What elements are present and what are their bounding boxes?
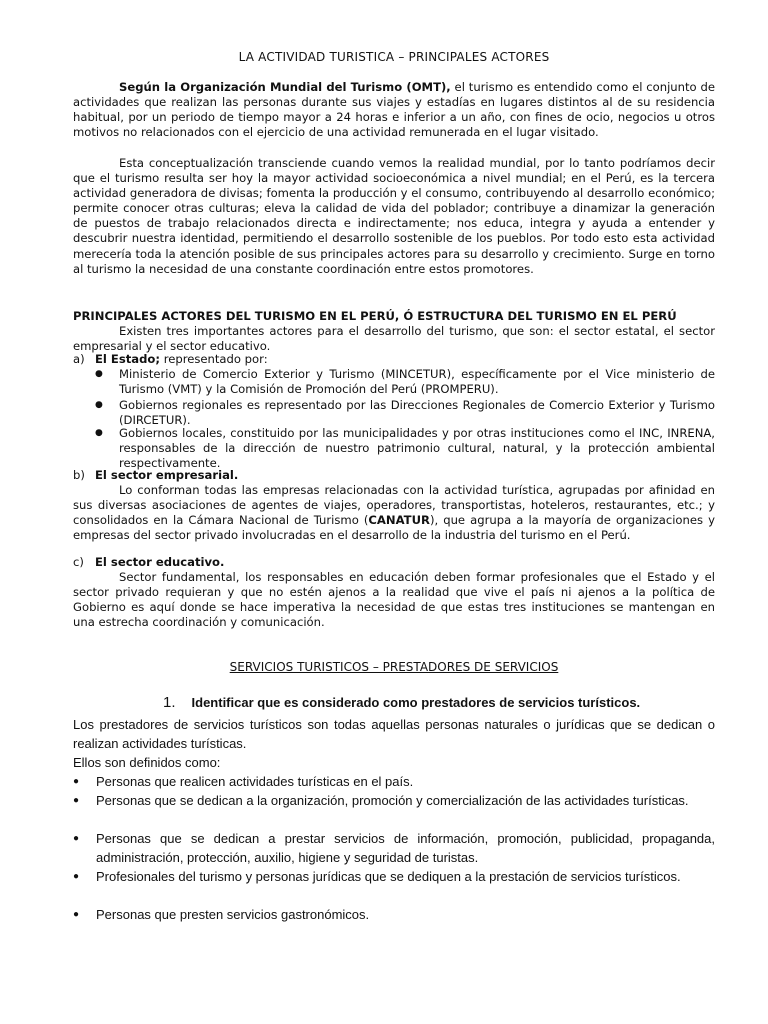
services-paragraph-1: Los prestadores de servicios turísticos son todas aquellas personas naturales o jurídicas que se dedican o realizan actividades turísticas.	[73, 717, 715, 751]
intro-paragraph-1	[73, 80, 715, 140]
bullet-icon: ●	[73, 871, 80, 882]
services-paragraph-2: Ellos son definidos como:	[73, 755, 221, 770]
item-c-paragraph: Sector fundamental, los responsables en educación deben formar profesionales que el Estado y el sector privado requieran y que no estén ajenos a la realidad que vive el país ni ajenos a la política de Gobierno es aquí donde se hace imperativa la necesidad de que estas tres instituciones se mantengan en una estrecha coordinación y comunicación.	[73, 570, 715, 630]
services-heading: SERVICIOS TURISTICOS – PRESTADORES DE SERVICIOS	[229, 660, 559, 674]
item-c	[73, 555, 715, 570]
item-a-title: El Estado;	[95, 352, 161, 366]
item-b-title: El sector empresarial.	[95, 468, 239, 482]
services-bullet-3	[73, 829, 715, 867]
bullet-icon: ●	[73, 833, 80, 844]
item-a	[73, 352, 715, 367]
intro-paragraph-2: Esta conceptualización transciende cuando vemos la realidad mundial, por lo tanto podríamos decir que el turismo resulta ser hoy la mayor actividad socioeconómica a nivel mundial; en el Perú, es la tercera actividad generadora de divisas; fomenta la producción y el consumo, contribuyendo al desarrollo económico; permite conocer otras culturas; eleva la calidad de vida del poblador; contribuye a dinamizar la generación de puestos de trabajo relacionados directa e indirectamente; nos educa, integra y ayuda a entender y descubrir nuestra identidad, permitiendo el desarrollo sostenible de los pueblos. Por todo esto esta actividad merecería toda la atención posible de sus principales actores para su desarrollo y crecimiento. Surge en torno al turismo la necesidad de una constante coordinación entre estos promotores.	[73, 156, 715, 276]
item-c-title: El sector educativo.	[95, 555, 225, 569]
services-bullet-5	[73, 905, 715, 924]
document-title: LA ACTIVIDAD TURISTICA – PRINCIPALES ACTORES	[238, 50, 550, 64]
canatur-bold: CANATUR	[368, 513, 430, 528]
omt-definition-bold: Según la Organización Mundial del Turismo (OMT),	[119, 80, 451, 94]
question-number: 1.	[163, 694, 176, 711]
estado-bullet-1-text: Ministerio de Comercio Exterior y Turismo (MINCETUR), específicamente por el Vice ministerio de Turismo (VMT) y la Comisión de Promoción del Perú (PROMPERU).	[119, 367, 715, 397]
bullet-icon: ●	[73, 776, 80, 787]
services-bullet-2	[73, 791, 715, 810]
item-b	[73, 468, 715, 483]
item-c-label: c)	[73, 555, 84, 569]
item-b-paragraph	[73, 483, 715, 543]
services-bullet-4-text: Profesionales del turismo y personas jurídicas que se dediquen a la prestación de servicios turísticos.	[96, 869, 681, 884]
estado-bullet-3-text: Gobiernos locales, constituido por las municipalidades y por otras instituciones como el INC, INRENA, responsables de la dirección de nuestro patrimonio cultural, natural, y la protección ambiental respectivamente.	[119, 426, 715, 471]
item-a-label: a)	[73, 352, 85, 366]
item-b-text-2: ), que agrupa a la mayoría de organizaciones y empresas del sector privado involucradas en el desarrollo de la industria del turismo en el Perú.	[73, 513, 715, 543]
services-bullet-1-text: Personas que realicen actividades turísticas en el país.	[96, 774, 414, 789]
bullet-icon: ●	[73, 795, 80, 806]
omt-definition-text: el turismo es entendido como el conjunto de actividades que realizan las personas durante sus viajes y estadías en lugares distintos al de su residencia habitual, por un periodo de tiempo mayor a 24 horas e inferior a un año, con fines de ocio, negocios u otros motivos no relacionados con el ejercicio de una actividad remunerada en el lugar visitado.	[73, 80, 715, 140]
item-b-text-1: Lo conforman todas las empresas relacionadas con la actividad turística, agrupadas por afinidad en sus diversas asociaciones de agentes de viajes, operadores, transportistas, hoteleros, restaurantes, etc.; y consolidados en la Cámara Nacional de Turismo (	[73, 483, 715, 528]
bullet-icon: ●	[95, 428, 103, 438]
services-bullet-5-text: Personas que presten servicios gastronómicos.	[96, 907, 370, 922]
services-bullet-2-text: Personas que se dedican a la organización, promoción y comercialización de las actividades turísticas.	[96, 793, 689, 808]
estado-bullet-3	[95, 426, 715, 471]
item-b-label: b)	[73, 468, 85, 482]
actors-intro: Existen tres importantes actores para el desarrollo del turismo, que son: el sector estatal, el sector empresarial y el sector educativo.	[73, 324, 715, 354]
estado-bullet-2	[95, 398, 715, 428]
services-bullet-4	[73, 867, 715, 886]
bullet-icon: ●	[95, 369, 103, 379]
question-title: Identificar que es considerado como prestadores de servicios turísticos.	[191, 695, 641, 710]
actors-heading: PRINCIPALES ACTORES DEL TURISMO EN EL PERÚ, Ó ESTRUCTURA DEL TURISMO EN EL PERÚ	[73, 309, 677, 323]
services-question-1	[163, 694, 640, 711]
estado-bullet-1	[95, 367, 715, 397]
estado-bullet-2-text: Gobiernos regionales es representado por las Direcciones Regionales de Comercio Exterior y Turismo (DIRCETUR).	[119, 398, 715, 428]
item-a-rest: representado por:	[160, 352, 268, 366]
bullet-icon: ●	[95, 400, 103, 410]
services-bullet-3-text: Personas que se dedican a prestar servicios de información, promoción, publicidad, propaganda, administración, protección, auxilio, higiene y seguridad de turistas.	[96, 831, 715, 865]
services-bullet-1	[73, 772, 715, 791]
bullet-icon: ●	[73, 909, 80, 920]
